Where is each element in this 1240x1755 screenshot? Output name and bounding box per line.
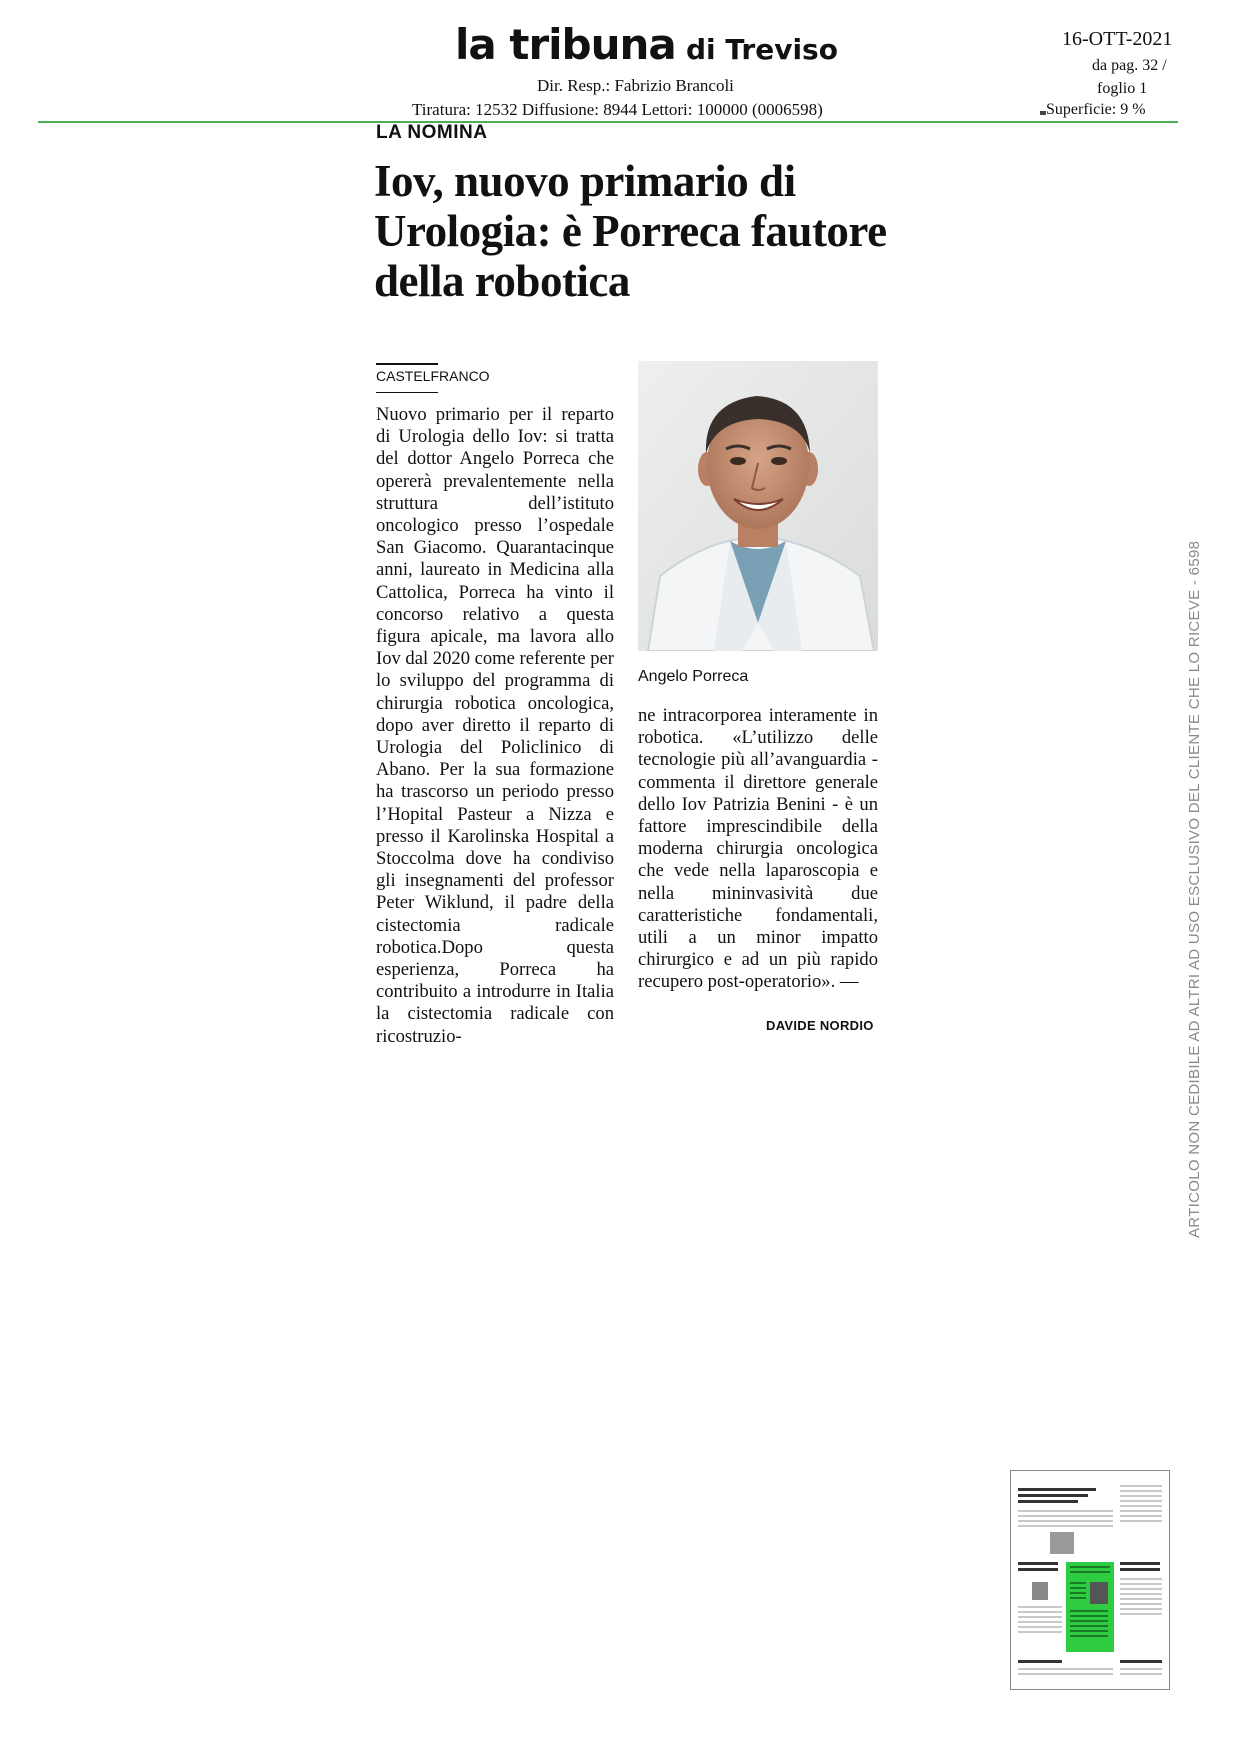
- dateline-rule-top: [376, 363, 438, 365]
- page-thumbnail: [1010, 1470, 1170, 1690]
- article-column-2: [638, 705, 878, 994]
- vertical-watermark: ARTICOLO NON CEDIBILE AD ALTRI AD USO ESCLUSIVO DEL CLIENTE CHE LO RICEVE - 6598: [1186, 540, 1203, 1238]
- dateline-rule-bottom: [376, 392, 438, 393]
- director-line: Dir. Resp.: Fabrizio Brancoli: [537, 76, 734, 95]
- sheet-reference: foglio 1: [1097, 80, 1148, 97]
- article-column-1: [376, 404, 614, 1048]
- photo-caption: Angelo Porreca: [638, 668, 749, 685]
- header-divider: [38, 121, 1178, 123]
- article-kicker: LA NOMINA: [376, 122, 488, 143]
- article-body-part-1: Nuovo primario per il reparto di Urologia dello Iov: si tratta del dottor Angelo Porreca che opererà prevalentemente nella struttura dell’istituto oncologico presso l’ospedale San Giacomo. Quarantacinque anni, laureato in Medicina alla Cattolica, Porreca ha vinto il concorso relativo a questa figura apicale, ma lavora allo Iov dal 2020 come referente per lo sviluppo del programma di chirurgia robotica oncologica, dopo aver diretto il reparto di Urologia del Policlinico di Abano. Per la sua formazione ha trascorso un periodo presso l’Hopital Pasteur a Nizza e presso il Karolinska Hospital a Stoccolma dove ha condiviso gli insegnamenti del professor Peter Wiklund, il padre della cistectomia radicale robotica.Dopo questa esperienza, Porreca ha contribuito a introdurre in Italia la cistectomia radicale con ricostruzio-: [376, 404, 614, 1047]
- article-headline: Iov, nuovo primario di Urologia: è Porreca fautore della robotica: [374, 156, 887, 306]
- surface-percentage: Superficie: 9 %: [1046, 101, 1146, 118]
- portrait-photo: [638, 361, 878, 651]
- article-body-part-2: ne intracorporea interamente in robotica. «L’utilizzo delle tecnologie più all’avanguardia - commenta il direttore generale dello Iov Patrizia Benini - è un fattore imprescindibile della moderna chirurgia oncologica che vede nella laparoscopia e nella mininvasività due caratteristiche fondamentali, utili a un minor impatto chirurgico e ad un più rapido recupero post-operatorio». —: [638, 705, 878, 993]
- page-reference: da pag. 32 /: [1092, 57, 1167, 74]
- newspaper-city: di Treviso: [686, 33, 838, 66]
- newspaper-logo: la tribuna: [455, 20, 676, 69]
- issue-date: 16-OTT-2021: [1062, 28, 1173, 50]
- article-byline: DAVIDE NORDIO: [766, 1018, 874, 1033]
- circulation-line: Tiratura: 12532 Diffusione: 8944 Lettori: 100000 (0006598): [412, 100, 823, 119]
- article-dateline: CASTELFRANCO: [376, 368, 490, 384]
